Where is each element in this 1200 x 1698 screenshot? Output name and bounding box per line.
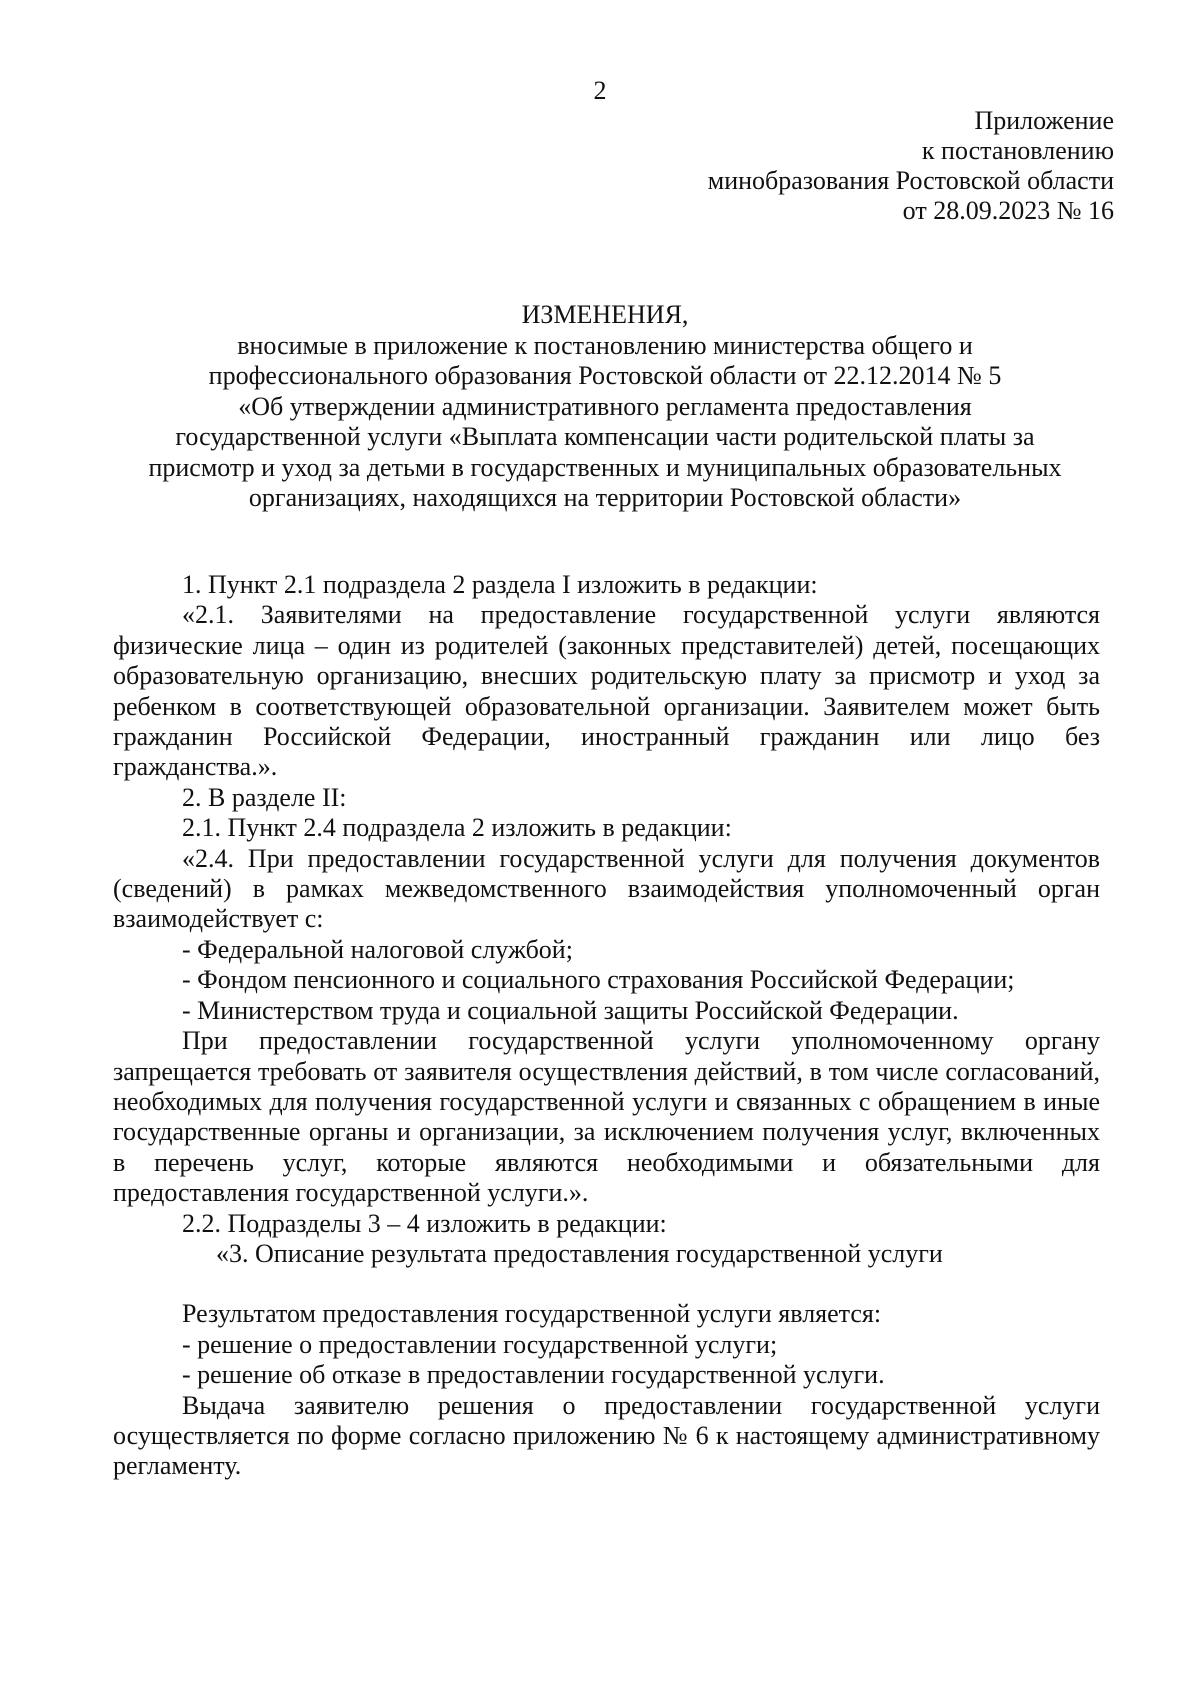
- appendix-line: Приложение: [974, 106, 1114, 135]
- heading-line: присмотр и уход за детьми в государственных и муниципальных образовательных: [148, 452, 1062, 482]
- document-heading: [110, 300, 1100, 514]
- appendix-line: от 28.09.2023 № 16: [902, 196, 1114, 225]
- paragraph: - Федеральной налоговой службой;: [182, 934, 573, 964]
- paragraph: При предоставлении государственной услуги уполномоченному органу запрещается требовать от заявителя осуществления действий, в том числе согласований, необходимых для получения государственной услуги и связанных с обращением в иные государственные органы и организации, за исключением получения услуг, включенных в перечень услуг, которые являются необходимыми и обязательными для предоставления государственной услуги.».: [113, 1026, 1100, 1208]
- paragraph: - решение о предоставлении государственной услуги;: [182, 1329, 778, 1359]
- heading-line: вносимые в приложение к постановлению министерства общего и: [237, 330, 973, 360]
- heading-line: «Об утверждении административного регламента предоставления: [238, 391, 972, 421]
- paragraph: 2.2. Подразделы 3 – 4 изложить в редакции:: [182, 1208, 667, 1238]
- heading-line: профессионального образования Ростовской области от 22.12.2014 № 5: [208, 361, 1002, 390]
- appendix-block: [708, 106, 1114, 226]
- subsection-heading: «3. Описание результата предоставления государственной услуги: [216, 1238, 943, 1268]
- paragraph: Результатом предоставления государственной услуги является:: [182, 1299, 882, 1329]
- paragraph: - Фондом пенсионного и социального страхования Российской Федерации;: [182, 965, 1015, 995]
- heading-line: государственной услуги «Выплата компенсации части родительской платы за: [175, 422, 1035, 451]
- document-body: [113, 570, 1100, 1482]
- paragraph: 2.1. Пункт 2.4 подраздела 2 изложить в редакции:: [182, 813, 732, 843]
- paragraph: - решение об отказе в предоставлении государственной услуги.: [182, 1360, 885, 1390]
- heading-title: ИЗМЕНЕНИЯ,: [521, 300, 689, 329]
- page-number: 2: [593, 76, 607, 105]
- heading-line: организациях, находящихся на территории Ростовской области»: [248, 483, 962, 512]
- paragraph: 2. В разделе II:: [182, 782, 347, 812]
- paragraph: - Министерством труда и социальной защиты Российской Федерации.: [182, 995, 959, 1025]
- paragraph: «2.4. При предоставлении государственной услуги для получения документов (сведений) в рамках межведомственного взаимодействия уполномоченный орган взаимодействует с:: [113, 843, 1100, 934]
- paragraph: 1. Пункт 2.1 подраздела 2 раздела I изложить в редакции:: [182, 570, 818, 599]
- appendix-line: к постановлению: [921, 136, 1114, 165]
- blank-line: [113, 1269, 1100, 1299]
- appendix-line: минобразования Ростовской области: [707, 166, 1114, 195]
- paragraph: «2.1. Заявителями на предоставление государственной услуги являются физические лица – один из родителей (законных представителей) детей, посещающих образовательную организацию, внесших родительскую плату за присмотр и уход за ребенком в соответствующей образовательной организации. Заявителем может быть гражданин Российской Федерации, иностранный гражданин или лицо без гражданства.».: [113, 600, 1100, 782]
- paragraph: Выдача заявителю решения о предоставлении государственной услуги осуществляется по форме согласно приложению № 6 к настоящему административному регламенту.: [113, 1390, 1100, 1481]
